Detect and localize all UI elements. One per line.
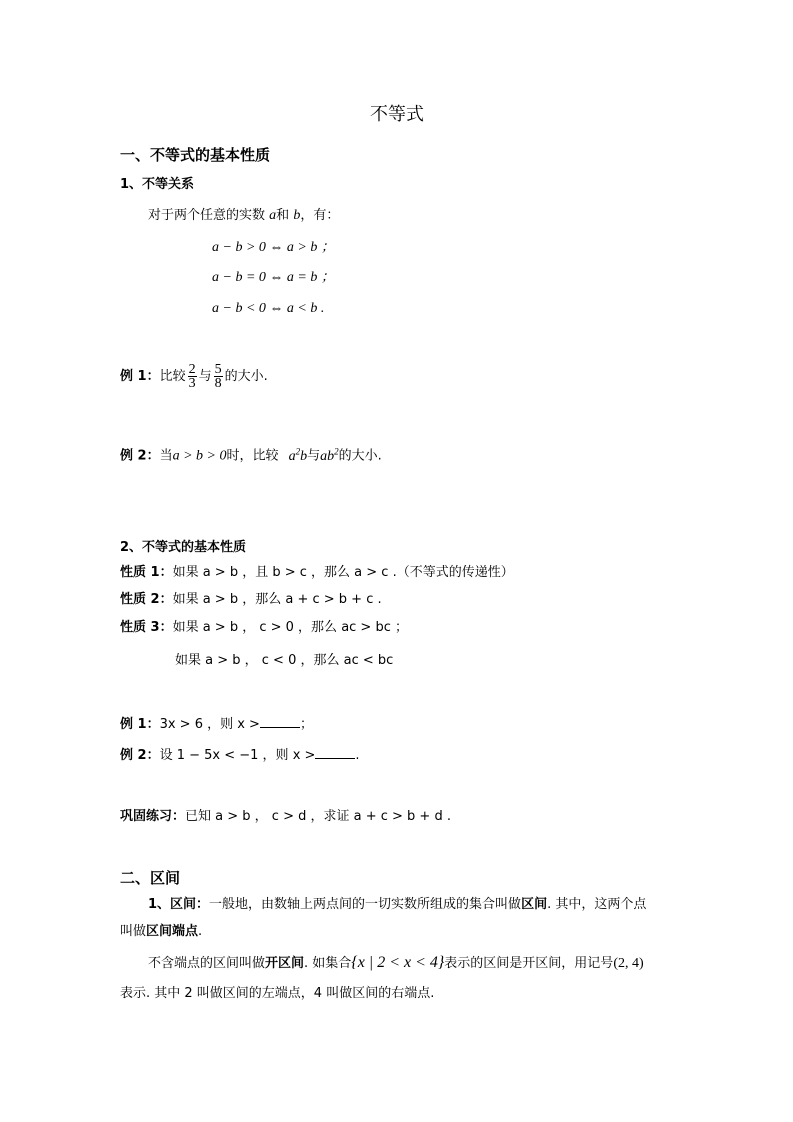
property-2-label: 性质 2： bbox=[120, 592, 173, 607]
example-2-condition: a > b > 0 bbox=[172, 448, 227, 464]
var-a: a bbox=[269, 208, 277, 223]
fraction-2-3-denominator: 3 bbox=[188, 376, 196, 391]
expr-ab2-sup: 2 bbox=[334, 446, 339, 456]
interval-lead: 1、区间： bbox=[148, 897, 210, 912]
example-1-label: 例 1： bbox=[120, 369, 160, 384]
open-interval-line-1 bbox=[148, 953, 644, 974]
open-interval-line-2: 表示. 其中 2 叫做区间的左端点，4 叫做区间的右端点. bbox=[120, 986, 435, 1001]
example-2-label: 例 2： bbox=[120, 448, 160, 464]
open-interval-b: . 如集合 bbox=[304, 956, 352, 971]
interval-def-d: . bbox=[198, 924, 203, 939]
practice-text: 已知 a > b ， c > d ，求证 a + c > b + d . bbox=[185, 809, 451, 824]
answer-blank-1 bbox=[260, 715, 300, 728]
intro-text bbox=[148, 206, 339, 226]
example-4-suffix: . bbox=[355, 748, 360, 763]
interval-def-c: 叫做 bbox=[120, 924, 147, 939]
interval-def-a: 一般地，由数轴上两点间的一切实数所组成的集合叫做 bbox=[209, 897, 522, 912]
relation-3: a − b < 0 ⇔ a < b . bbox=[212, 301, 325, 316]
example-3-text: 3x > 6 ，则 x > bbox=[159, 717, 260, 732]
subsection-heading-1: 1、不等关系 bbox=[120, 177, 195, 192]
practice-label: 巩固练习： bbox=[120, 809, 186, 824]
property-3 bbox=[120, 618, 408, 638]
expr-ab2 bbox=[320, 446, 339, 464]
expr-a2b-tail: b bbox=[300, 448, 308, 464]
property-2-text: 如果 a > b ，那么 a + c > b + c . bbox=[172, 592, 382, 607]
example-4-text: 设 1 − 5x < −1 ，则 x > bbox=[159, 748, 316, 763]
example-1-mid: 与 bbox=[198, 369, 212, 384]
example-1 bbox=[120, 360, 268, 394]
example-2-suffix: 的大小. bbox=[338, 448, 382, 464]
subsection-heading-2: 2、不等式的基本性质 bbox=[120, 540, 247, 555]
example-2 bbox=[120, 441, 382, 467]
expr-a2b bbox=[288, 446, 308, 464]
property-3b: 如果 a > b ， c < 0 ，那么 ac < bc bbox=[175, 653, 394, 668]
intro-prefix: 对于两个任意的实数 bbox=[148, 208, 266, 223]
answer-blank-2 bbox=[315, 746, 355, 759]
var-b: b bbox=[293, 208, 301, 223]
fraction-2-3 bbox=[188, 363, 197, 390]
property-2 bbox=[120, 590, 382, 610]
open-interval-a: 不含端点的区间叫做 bbox=[148, 956, 266, 971]
interval-definition-line-2 bbox=[120, 922, 202, 942]
section-heading-2: 二、区间 bbox=[120, 869, 181, 887]
property-3-label: 性质 3： bbox=[120, 620, 173, 635]
interval-definition-line-1 bbox=[148, 895, 646, 915]
relation-1: a − b > 0 ⇔ a > b ； bbox=[212, 240, 335, 255]
example-1-prefix: 比较 bbox=[159, 369, 186, 384]
intro-suffix: ，有： bbox=[300, 208, 340, 223]
open-interval-term: 开区间 bbox=[265, 956, 305, 971]
intro-mid: 和 bbox=[276, 208, 290, 223]
example-3 bbox=[120, 715, 313, 735]
property-1-text: 如果 a > b ，且 b > c ，那么 a > c .（不等式的传递性） bbox=[172, 565, 514, 580]
fraction-5-8-numerator: 5 bbox=[214, 362, 222, 377]
expr-a2b-base: a bbox=[288, 448, 296, 464]
endpoint-term: 区间端点 bbox=[146, 924, 199, 939]
expr-ab2-base: ab bbox=[320, 448, 335, 464]
property-1 bbox=[120, 563, 514, 583]
interval-def-b: . 其中，这两个点 bbox=[547, 897, 647, 912]
example-4-label: 例 2： bbox=[120, 748, 160, 763]
page-title: 不等式 bbox=[370, 104, 424, 125]
property-1-label: 性质 1： bbox=[120, 565, 173, 580]
property-3-text: 如果 a > b ， c > 0 ，那么 ac > bc ； bbox=[172, 620, 408, 635]
example-2-mid2: 与 bbox=[307, 448, 321, 464]
interval-notation: (2, 4) bbox=[613, 956, 644, 971]
section-heading-1: 一、不等式的基本性质 bbox=[120, 146, 271, 164]
example-3-suffix: ； bbox=[299, 717, 313, 732]
example-1-suffix: 的大小. bbox=[224, 369, 268, 384]
fraction-2-3-numerator: 2 bbox=[188, 362, 196, 377]
practice bbox=[120, 807, 451, 827]
interval-term: 区间 bbox=[521, 897, 548, 912]
expr-a2b-sup: 2 bbox=[295, 446, 301, 456]
example-3-label: 例 1： bbox=[120, 717, 160, 732]
example-4 bbox=[120, 746, 360, 766]
fraction-5-8-denominator: 8 bbox=[214, 376, 222, 391]
example-2-prefix: 当 bbox=[159, 448, 173, 464]
example-2-mid: 时，比较 bbox=[226, 448, 279, 464]
open-interval-c: 表示的区间是开区间，用记号 bbox=[444, 956, 614, 971]
set-notation: {x | 2 < x < 4} bbox=[351, 954, 445, 971]
fraction-5-8 bbox=[214, 363, 223, 390]
relation-2: a − b = 0 ⇔ a = b ； bbox=[212, 270, 335, 285]
